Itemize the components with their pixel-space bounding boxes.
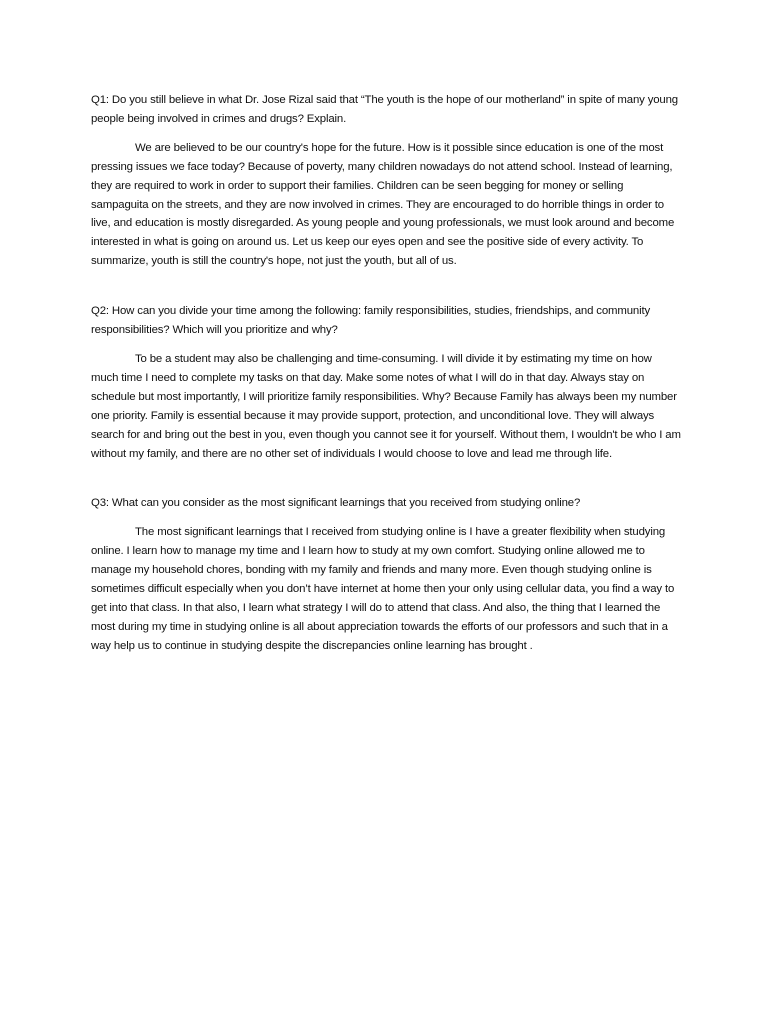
question-3: Q3: What can you consider as the most significant learnings that you received from studying online? [91,497,581,510]
question-section-3 [91,494,681,655]
question-section-1 [91,91,681,271]
question-1: Q1: Do you still believe in what Dr. Jose Rizal said that “The youth is the hope of our motherland” in spite of many young people being involved in crimes and drugs? Explain. [91,94,678,125]
answer-1: We are believed to be our country's hope for the future. How is it possible since education is one of the most pressing issues we face today? Because of poverty, many children nowadays do not attend school. Instead of learning, they are required to work in order to support their families. Children can be seen begging for money or selling sampaguita on the streets, and they are now involved in crimes. They are encouraged to do horrible things in order to live, and education is mostly disregarded. As young people and young professionals, we must look around and become interested in what is going on around us. Let us keep our eyes open and see the positive side of every activity. To summarize, youth is still the country's hope, not just the youth, but all of us. [91,141,675,268]
answer-2: To be a student may also be challenging and time-consuming. I will divide it by estimating my time on how much time I need to complete my tasks on that day. Make some notes of what I will do in that day. Always stay on schedule but most importantly, I will prioritize family responsibilities. Why? Because Family has always been my number one priority. Family is essential because it may provide support, protection, and unconditional love. They will always search for and bring out the best in you, even though you cannot see it for yourself. Without them, I wouldn't be who I am without my family, and there are no other set of individuals I would choose to love and lead me through life. [91,352,681,460]
question-section-2 [91,302,681,463]
answer-3: The most significant learnings that I received from studying online is I have a greater flexibility when studying online. I learn how to manage my time and I learn how to study at my own comfort. Studying online allowed me to manage my household chores, bonding with my family and friends and many more. Even though studying online is sometimes difficult especially when you don’t have internet at home then your only using cellular data, you find a way to get into that class. In that also, I learn what strategy I will do to attend that class. And also, the thing that I learned the most during my time in studying online is all about appreciation towards the efforts of our professors and such that in a way help us to continue in studying despite the discrepancies online learning has brought . [91,526,675,652]
question-2: Q2: How can you divide your time among the following: family responsibilities, studies, friendships, and community responsibilities? Which will you prioritize and why? [91,305,651,337]
document-body [91,91,681,656]
